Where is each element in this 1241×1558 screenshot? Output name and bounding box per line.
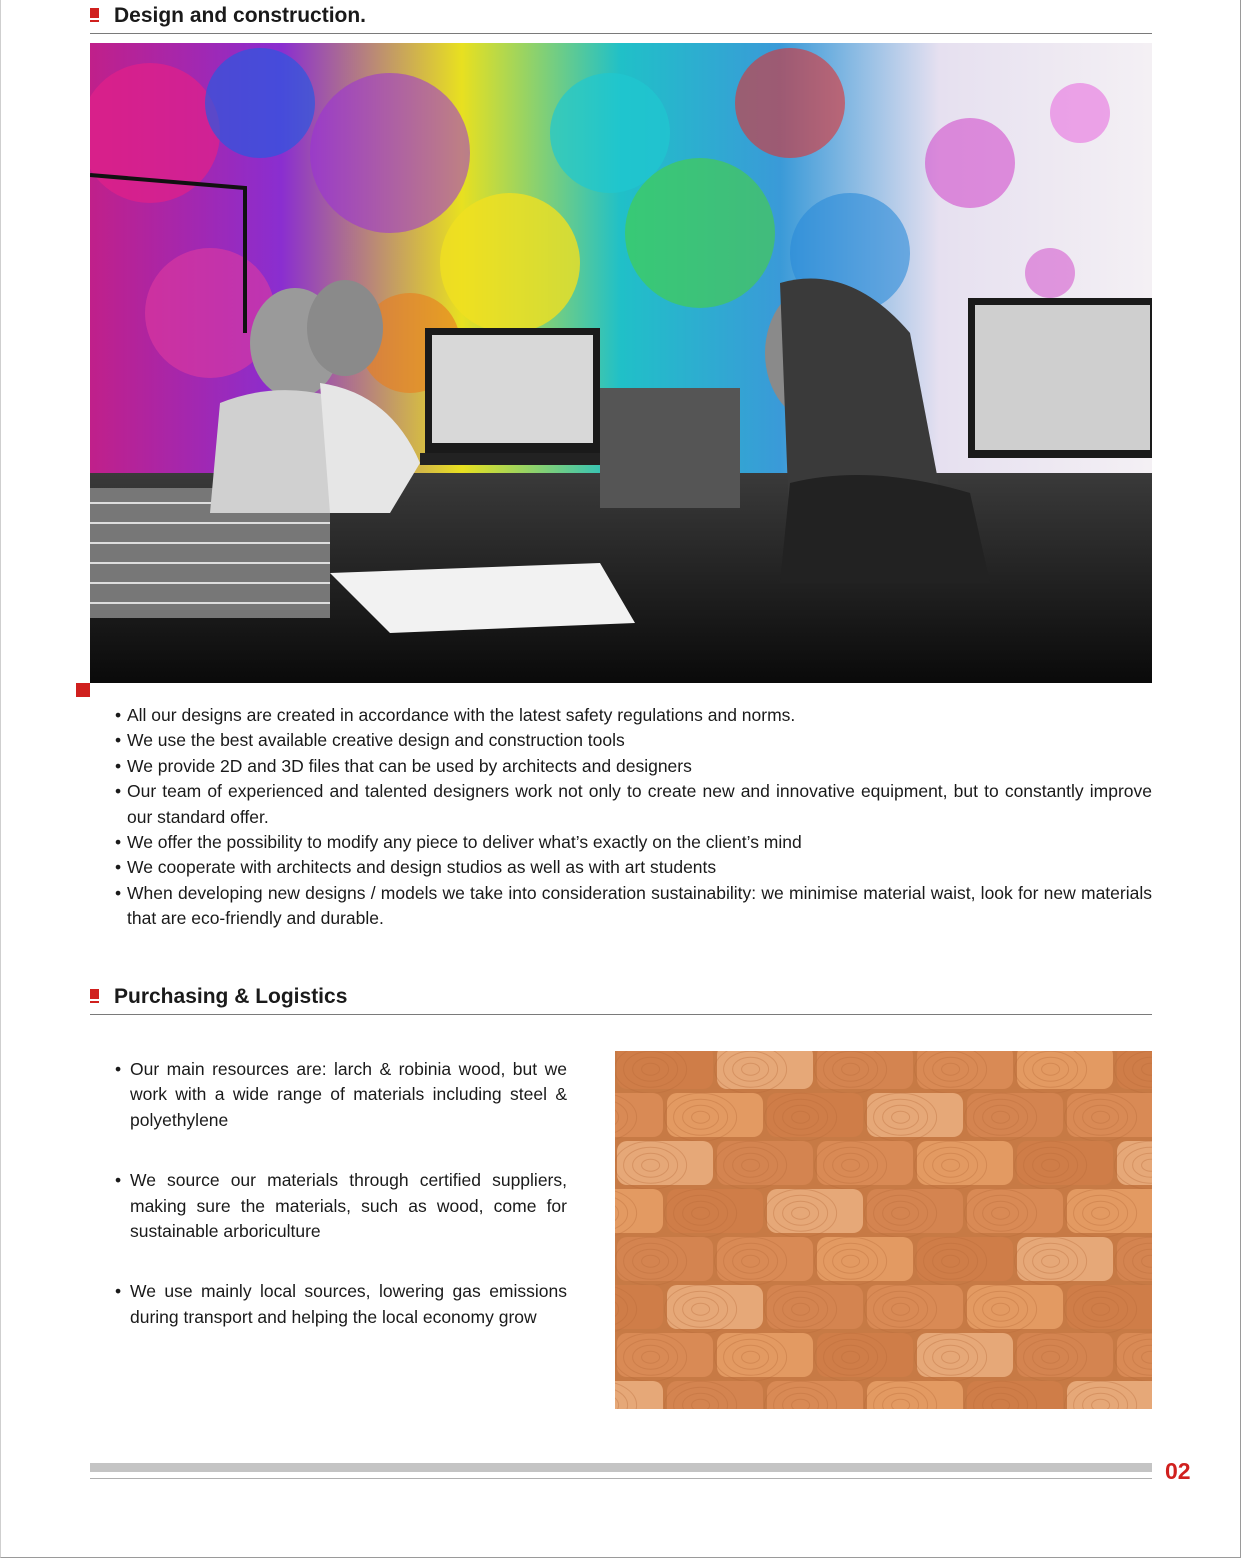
- design-section-header: [90, 0, 1152, 34]
- purchasing-section-header: [90, 981, 1152, 1015]
- list-item: • We provide 2D and 3D files that can be used by architects and designers: [115, 755, 692, 776]
- list-item: • We cooperate with architects and design studios as well as with art students: [115, 857, 717, 878]
- purchasing-section-title: Purchasing & Logistics: [114, 985, 348, 1008]
- list-item: • Our main resources are: larch & robinia wood, but we work with a wide range of materials including steel & polyethylene: [115, 1059, 567, 1130]
- list-item: • When developing new designs / models we take into consideration sustainability: we minimise material waist, look for new materials that are eco-friendly and durable.: [115, 882, 1152, 929]
- footer-divider: [90, 1478, 1152, 1479]
- list-item: • Our team of experienced and talented designers work not only to create new and innovative equipment, but to constantly improve our standard offer.: [115, 781, 1152, 827]
- stacked-timber-photo: [615, 1051, 1152, 1409]
- design-section-title: Design and construction.: [114, 4, 367, 27]
- list-item: • We use mainly local sources, lowering gas emissions during transport and helping the local economy grow: [115, 1281, 567, 1327]
- list-item: • We offer the possibility to modify any piece to deliver what’s exactly on the client’s mind: [115, 832, 802, 853]
- list-item: • All our designs are created in accordance with the latest safety regulations and norms.: [115, 705, 796, 725]
- list-item: • We use the best available creative design and construction tools: [115, 730, 625, 751]
- design-bullet-list: [115, 703, 1152, 932]
- section-marker-icon: [90, 8, 99, 24]
- red-corner-marker: [76, 683, 90, 697]
- purchasing-bullet-list: [115, 1057, 567, 1365]
- section-marker-icon: [90, 989, 99, 1005]
- page-number: 02: [1165, 1458, 1191, 1484]
- footer-bar: [90, 1463, 1152, 1472]
- list-item: • We source our materials through certified suppliers, making sure the materials, such as wood, come for sustainable arboriculture: [115, 1170, 567, 1242]
- design-team-photo: [90, 43, 1152, 683]
